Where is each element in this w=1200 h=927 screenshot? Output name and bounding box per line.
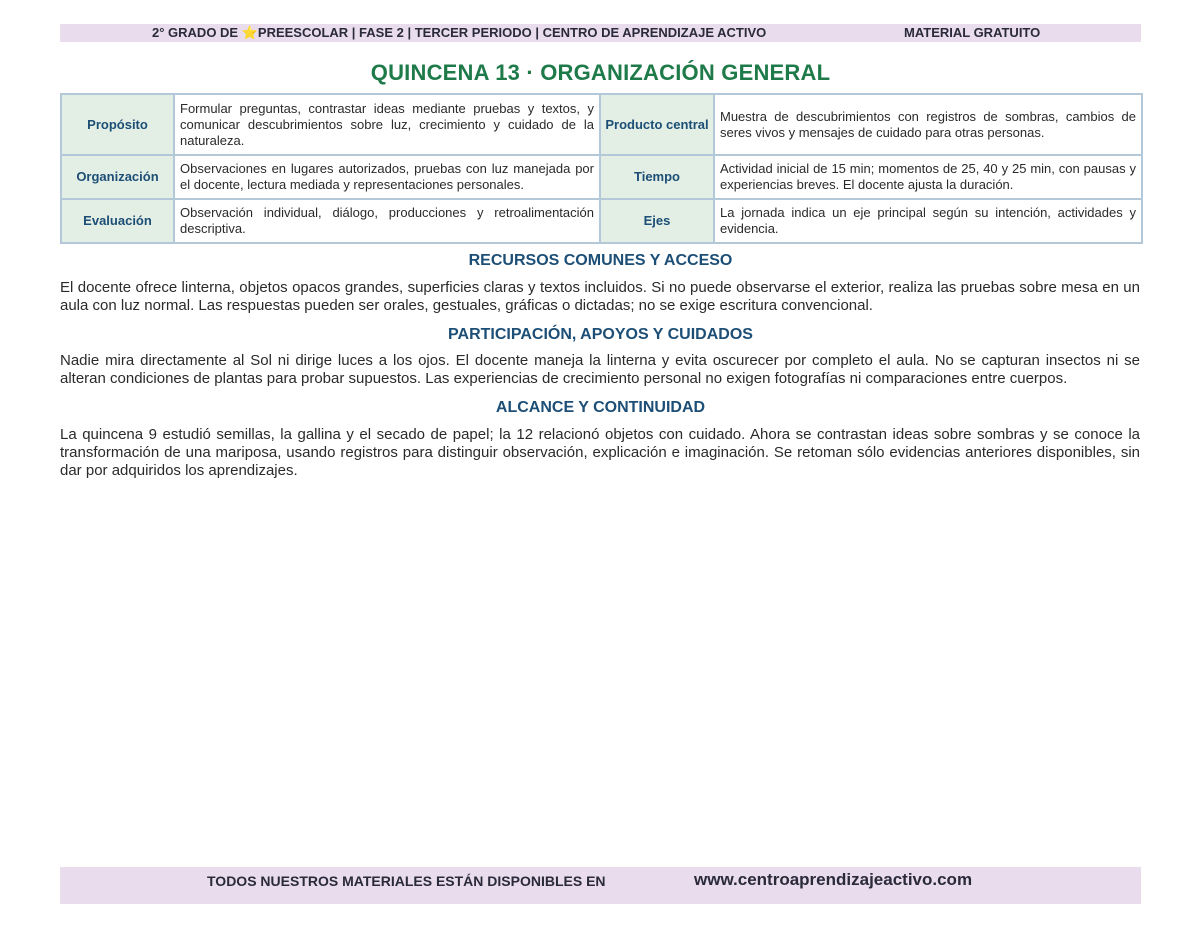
table-value-cell: Actividad inicial de 15 min; momentos de 25, 40 y 25 min, con pausas y experiencias breves. El docente ajusta la duración. bbox=[714, 155, 1142, 199]
section-title-alcance: ALCANCE Y CONTINUIDAD bbox=[495, 399, 706, 416]
table-row bbox=[61, 155, 1142, 199]
table-label-cell: Propósito bbox=[61, 94, 174, 155]
section-title-recursos: RECURSOS COMUNES Y ACCESO bbox=[468, 252, 733, 269]
header-grade-info: 2° GRADO DE ⭐PREESCOLAR | FASE 2 | TERCER PERIODO | CENTRO DE APRENDIZAJE ACTIVO bbox=[152, 25, 767, 40]
section-text-alcance: La quincena 9 estudió semillas, la gallina y el secado de papel; la 12 relacionó objetos con cuidado. Ahora se contrastan ideas sobre sombras y se conoce la transformación de una mariposa, usando registros para distinguir observación, explicación e imaginación. Se retoman sólo evidencias anteriores disponibles, sin dar por adquiridos los aprendizajes. bbox=[60, 426, 1140, 479]
header-material-label: MATERIAL GRATUITO bbox=[904, 25, 1041, 40]
section-title-participacion: PARTICIPACIÓN, APOYOS Y CUIDADOS bbox=[448, 326, 753, 343]
table-label-cell: Evaluación bbox=[61, 199, 174, 243]
table-value-cell: Observación individual, diálogo, producciones y retroalimentación descriptiva. bbox=[174, 199, 600, 243]
table-label-cell: Producto central bbox=[600, 94, 714, 155]
table-label-cell: Ejes bbox=[600, 199, 714, 243]
table-row bbox=[61, 199, 1142, 243]
table-value-cell: Formular preguntas, contrastar ideas mediante pruebas y textos, y comunicar descubrimientos sobre luz, crecimiento y cuidado de la naturaleza. bbox=[174, 94, 600, 155]
footer-website-link[interactable]: www.centroaprendizajeactivo.com bbox=[694, 870, 973, 889]
table-label-cell: Tiempo bbox=[600, 155, 714, 199]
table-row bbox=[61, 94, 1142, 155]
footer-bar bbox=[60, 867, 1141, 904]
table-value-cell: Observaciones en lugares autorizados, pruebas con luz manejada por el docente, lectura mediada y representaciones personales. bbox=[174, 155, 600, 199]
organization-table bbox=[60, 93, 1143, 244]
table-value-cell: La jornada indica un eje principal según su intención, actividades y evidencia. bbox=[714, 199, 1142, 243]
star-icon: ⭐ bbox=[241, 25, 258, 40]
header-bar bbox=[60, 24, 1141, 42]
table-value-cell: Muestra de descubrimientos con registros de sombras, cambios de seres vivos y mensajes de cuidado para otras personas. bbox=[714, 94, 1142, 155]
table-label-cell: Organización bbox=[61, 155, 174, 199]
page-title: QUINCENA 13 · ORGANIZACIÓN GENERAL bbox=[370, 60, 831, 85]
footer-label: TODOS NUESTROS MATERIALES ESTÁN DISPONIBLES EN bbox=[207, 873, 606, 889]
section-text-recursos: El docente ofrece linterna, objetos opacos grandes, superficies claras y textos incluidos. Si no puede observarse el exterior, realiza las pruebas sobre mesa en un aula con luz normal. Las respuestas pueden ser orales, gestuales, gráficas o dictadas; no se exige escritura convencional. bbox=[60, 279, 1140, 314]
section-text-participacion: Nadie mira directamente al Sol ni dirige luces a los ojos. El docente maneja la linterna y evita oscurecer por completo el aula. No se capturan insectos ni se alteran condiciones de plantas para probar supuestos. Las experiencias de crecimiento personal no exigen fotografías ni comparaciones entre cuerpos. bbox=[60, 352, 1140, 387]
